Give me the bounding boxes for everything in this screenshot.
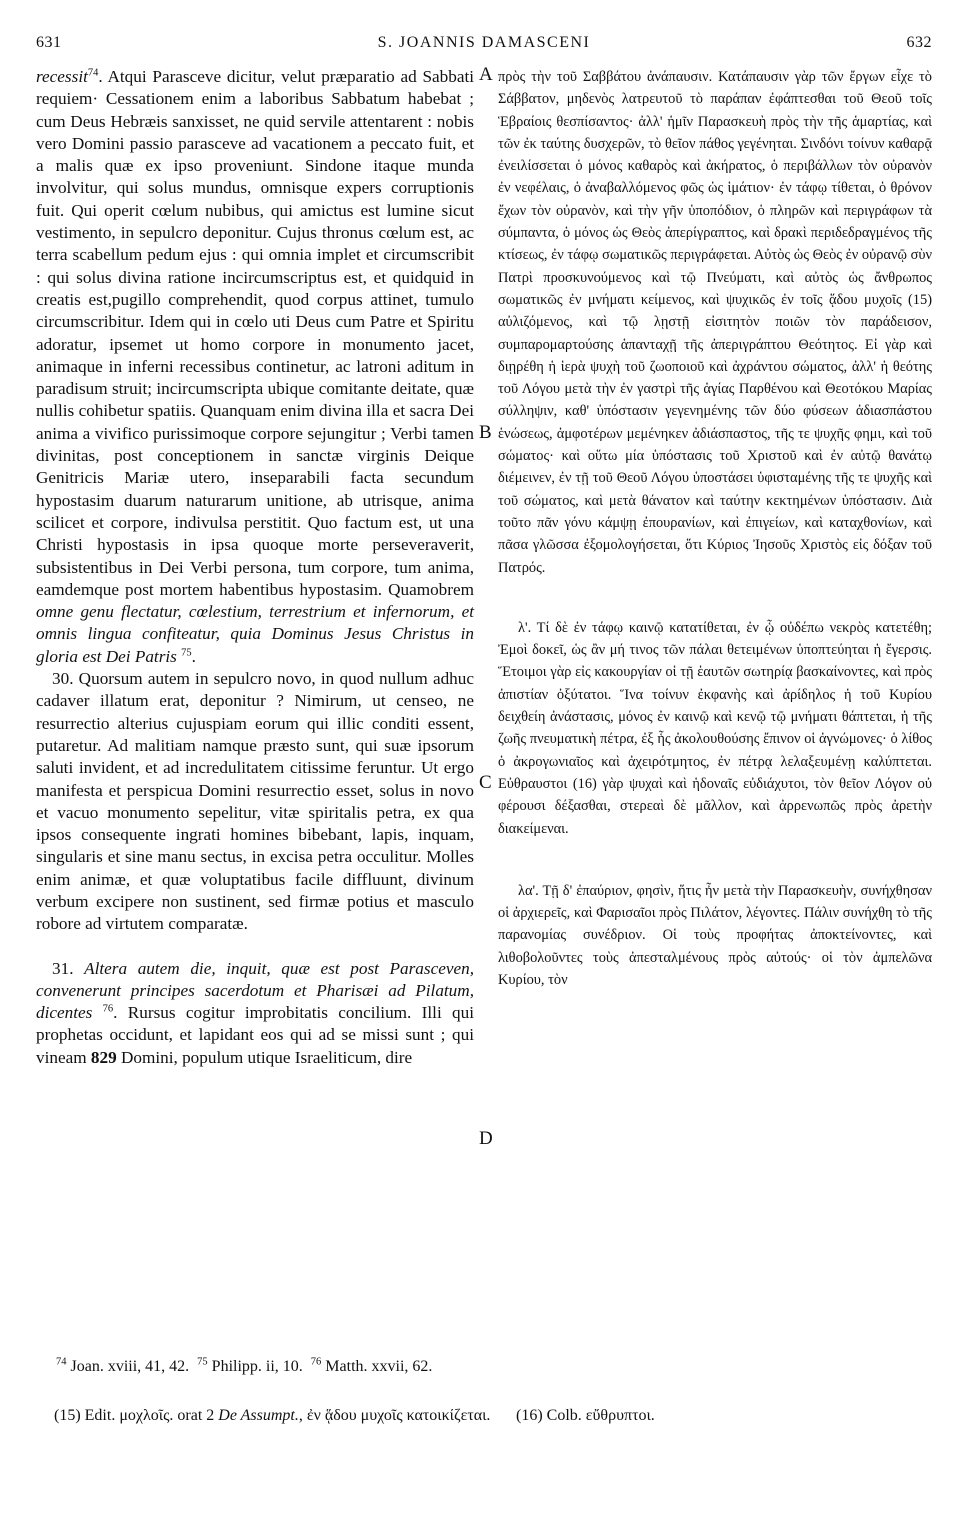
latin-paragraph-31 (36, 958, 474, 1069)
latin-text-3: . Rursus cogitur improbitatis concilium. Illi qui prophetas occidunt, et lapidant eos qui ad se missi sunt ; qui vineam (36, 1003, 475, 1067)
scripture-footnotes (56, 1356, 936, 1377)
footnote-15-lead: (15) Edit. μοχλοῖς. orat 2 (54, 1407, 219, 1424)
greek-paragraph-30: λ'. Τί δὲ ἐν τάφῳ καινῷ κατατίθεται, ἐν ᾧ οὐδέπω νεκρὸς κατετέθη; Ἐμοὶ δοκεῖ, ὡς ἂν μή τινος τῶν πάλαι θετειμένων ὑποπτεύηται ἡ ἔγερσις. Ἕτοιμοι γὰρ εἰς κακουργίαν οἱ τῇ ἑαυτῶν σωτηρίᾳ βασκαίνοντες, καὶ πρὸς ἀπιστίαν ὀξύτατοι. Ἵνα τοίνυν ἐκφανὴς καὶ ἀρίδηλος ἡ τοῦ Κυρίου δειχθείη ἀνάστασις, μόνος ἐν καινῷ καὶ κενῷ τῷ μνήματι θάπτεται, ἡ τῆς ζωῆς πνευματικὴ πέτρα, ἐξ ἧς ἀκολουθούσης ἔπινον οἱ ἀγνώμονες· ὁ λίθος ὁ ἀκρογωνιαῖος καὶ ἀχειρότμητος, ἐν πέτρᾳ λελαξευμένῃ καλύπτεται. Εὐθραυστοι (16) γὰρ ψυχαὶ καὶ ἡδοναῖς εὐδιάχυτοι, τὸν θεῖον Λόγον οὐ φέρουσι δέξασθαι, στερεαὶ δὲ μᾶλλον, καὶ ἀρρενωπῶς πρὸς ἀρετὴν διακείμεναι. (498, 619, 932, 837)
running-title: S. JOANNIS DAMASCENI (377, 34, 591, 51)
scripture-ref-76: 76 (102, 1003, 114, 1015)
scripture-ref-74: 74 (87, 67, 99, 79)
greek-column (498, 66, 932, 991)
latin-column (36, 66, 474, 1069)
footnote-mark-74: 74 (56, 1356, 67, 1368)
margin-marker-c: C (479, 772, 492, 793)
footnote-74: Joan. xviii, 41, 42. (66, 1358, 190, 1375)
footnote-mark-75: 75 (197, 1356, 208, 1368)
latin-end-3: Domini, populum utique Israeliticum, dire (116, 1047, 413, 1067)
latin-quote-2: Altera autem die, inquit, quæ est post Parasceven, convenerunt principes sacerdotum et Pharisæi ad Pilatum, dicentes (36, 958, 474, 1023)
greek-paragraph-31: λα'. Τῇ δ' ἐπαύριον, φησὶν, ἥτις ἦν μετὰ τὴν Παρασκευὴν, συνήχθησαν οἱ ἀρχιερεῖς, καὶ Φαρισαῖοι πρὸς Πιλάτον, λέγοντες. Πάλιν συνήχθη τὸ τῆς παρανομίας συνέδριον. Οἱ τοὺς προφήτας ἀποκτείνοντες, καὶ λιθοβολοῦντες τοὺς ἀπεσταλμένους πρὸς αὐτούς· οἱ τὸν ἀμπελῶνα Κυρίου, τὸν (498, 882, 932, 988)
footnote-75: Philipp. ii, 10. (207, 1358, 303, 1375)
page-header (36, 34, 932, 58)
page-number-left: 631 (36, 34, 62, 51)
latin-quote-1: omne genu flectatur, cœlestium, terrestrium et infernorum, et omnis lingua confiteatur, quia Dominus Jesus Christus in gloria est Dei Patris (36, 602, 474, 666)
column-number: 829 (90, 1047, 117, 1067)
margin-marker-b: B (479, 422, 492, 443)
footnote-16: (16) Colb. εὔθρυπτοι. (516, 1407, 655, 1424)
margin-marker-a: A (479, 64, 493, 85)
scripture-ref-75: 75 (181, 646, 192, 658)
footnote-15 (54, 1405, 494, 1426)
latin-paragraph-30: 30. Quorsum autem in sepulcro novo, in quod nullum adhuc cadaver illatum erat, deponitur ? Nimirum, ut censeo, ne resurrectio alterius cujuspiam eorum qui illic conditi essent, putaretur. Ad malitiam namque præsto sunt, qui suæ ipsorum saluti invident, et ad incredulitatem citissime feruntur. Ut ergo manifesta et perspicua Domini resurrectio esset, solus in novo et vacuo monumento sepelitur, vitæ spiritalis petra, ex qua ipsos consequente ingrati homines bibebant, lapis, inquam, singularis et sine manu sectus, in excisa petra occulitur. Molles enim animæ, et quæ voluptatibus facile diffluunt, divinum verbum excipere non sustinent, sed firmæ potius et masculo robore ad virtutem comparatæ. (36, 669, 474, 934)
latin-paragraph-1 (36, 66, 474, 668)
greek-paragraph-1: πρὸς τὴν τοῦ Σαββάτου ἀνάπαυσιν. Κατάπαυσιν γὰρ τῶν ἔργων εἶχε τὸ Σάββατον, μηδενὸς λατρευτοῦ τὸ παράπαν ἐφάπτεσθαι τοῦ Θεοῦ τοῖς Ἑβραίοις θεσπίσαντος· ἀλλ' ἡμῖν Παρασκευὴ πρὸς τὴν τῆς ἁμαρτίας, καὶ τῶν ἐκ ταύτης δυσχερῶν, τὸ θεῖον πάθος γεγένηται. Σινδόνι τοίνυν καθαρᾷ ἐνειλίσσεται ὁ μόνος καθαρὸς καὶ ἀκήρατος, ὁ περιβάλλων τὸν οὐρανὸν ἐν νεφέλαις, ὁ ἀναβαλλόμενος φῶς ὡς ἱμάτιον· ἐν τάφῳ τίθεται, ὁ θρόνον ἔχων τὸν οὐρανὸν, καὶ τὴν γῆν ὑποπόδιον, ὁ πληρῶν καὶ περιγράφων τὰ σύμπαντα, ὁ μόνος ὡς Θεὸς ἀπερίγραπτος, καὶ δρακὶ περιδεδραγμένος τῆς κτίσεως, ἐν τάφῳ σωματικῶς περιγράφεται. Αὐτὸς ὡς Θεὸς ἐν οὐρανῷ σὺν Πατρὶ προσκυνούμενος καὶ τῷ Πνεύματι, καὶ αὐτὸς ὡς ἄνθρωπος σωματικῶς ἐν μνήματι κείμενος, καὶ ψυχικῶς ἐν τοῖς ᾅδου μυχοῖς (15) αὐλιζόμενος, καὶ τῷ λῃστῇ εἰσιτητὸν ποιῶν τὸν παράδεισον, συμπαρομαρτούσης ἁπανταχῇ τῆς ἀπεριγράπτου Θεότητος. Εἰ γὰρ καὶ διῃρέθη ἡ ἱερὰ ψυχὴ τοῦ ζωοποιοῦ καὶ ἀχράντου σώματος, ἀλλ' ἡ θεότης τοῦ Λόγου μετὰ τὴν ἐν γαστρὶ τῆς ἁγίας Παρθένου καὶ Θεοτόκου Μαρίας σύλληψιν, καθ' ὑπόστασιν γεγενημένης τῶν δύο φύσεων ἀδιασπάστου ἑνώσεως, ἀμφοτέρων μεμένηκεν ἀδιάσπαστος, τῆς τε ψυχῆς φημι, καὶ τοῦ σώματος· καὶ οὕτω μία ὑπόστασις τοῦ Χριστοῦ καὶ ἐν αὐτῷ θανάτῳ διέμεινεν, ἐν τῇ τοῦ Θεοῦ Λόγου ὑποστάσει ὑφισταμένης τῆς τε ψυχῆς καὶ τοῦ σώματος, καὶ μετὰ θάνατον καὶ ταύτην κεκτημένων ὑπόστασιν. Διὰ τοῦτο πᾶν γόνυ κάμψῃ ἐπουρανίων, καὶ ἐπιγείων, καὶ καταχθονίων, καὶ πᾶσα γλῶσσα ἐξομολογήσεται, ὅτι Κύριος Ἰησοῦς Χριστὸς εἰς δόξαν τοῦ Πατρός. (498, 69, 932, 576)
latin-text-1: . Atqui Parasceve dicitur, velut præparatio ad Sabbati requiem· Cessationem enim a laboribus Sabbatum habebat ; cum Deus Hebræis sanxisset, ne quid servile attentarent : nobis vero Domini passio parasceve ad vacationem a peccato fuit, et a malis quæ ex ipso proveniunt. Sindone itaque munda involvitur, qui solus mundus, omnisque expers corruptionis fuit. Qui operit cœlum nubibus, qui amictus est lumine sicut vestimento, in sepulcro deponitur. Cujus thronus cœlum est, ac terra scabellum pedum ejus : qui omnia implet et circumscribit : qui solus divina ratione incircumscriptus est, et quidquid in creatis est,pugillo comprehendit, quod corpus attinet, tumulo circumscribitur. Idem qui in cœlo uti Deus cum Patre et Spiritu adoratur, ipsemet ut homo corpore in monumento jacet, animaque in inferni recessibus continetur, ac latroni aditum in paradisum struit; incircumscripta ubique comitante deitate, quæ nullis cohibetur spatiis. Quanquam enim divina illa et sacra Dei anima a vivifico purissimoque corpore sejungitur ; Verbi tamen divinitas, post conceptionem in sanctæ virginis Deique Genitricis Mariæ utero, inseparabili facta secundum hypostasim duarum naturarum unitione, ab utrisque, anima scilicet et corpore, indivulsa perstitit. Quo factum est, ut una Christi hypostasis in ipsa quoque morte perseveraverit, subsistentibus in Dei Verbi persona, tum corpore, tum anima, eamdemque post mortem habentibus hypostasim. Quamobrem (36, 67, 474, 599)
footnote-76: Matth. xxvii, 62. (321, 1358, 433, 1375)
footnote-15-tail: , ἐν ᾅδου μυχοῖς κατοικίζεται. (298, 1407, 491, 1424)
footnote-15-title: De Assumpt. (218, 1407, 299, 1424)
page-number-right: 632 (906, 34, 932, 51)
latin-first-word: recessit (36, 67, 88, 86)
latin-end-1: . (191, 646, 196, 666)
latin-num-31: 31. (52, 958, 85, 978)
footnote-mark-76: 76 (310, 1356, 322, 1368)
margin-marker-d: D (479, 1128, 493, 1149)
